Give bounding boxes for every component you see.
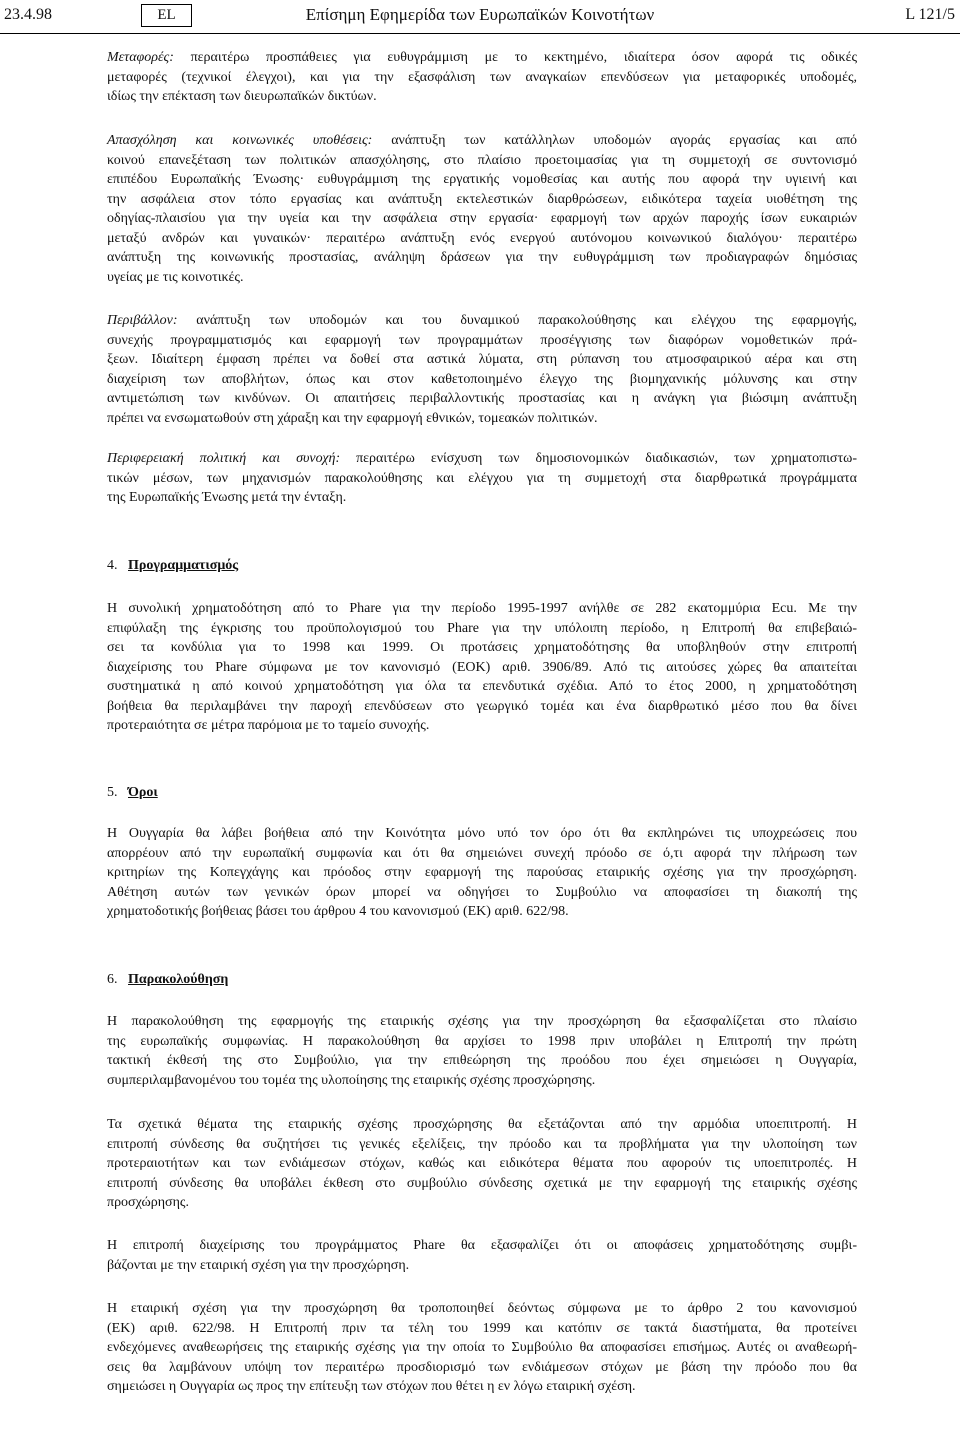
text-line: χρηματοδοτικής βοήθειας βάσει του άρθρου 4 του κανονισμού (ΕΚ) αριθ. 622/98. bbox=[107, 904, 569, 919]
text-line: ιδίως την επέκταση των διευρωπαϊκών δικτύων. bbox=[107, 89, 377, 104]
text-line: μεταξύ ανδρών και γυναικών· περαιτέρω ανάπτυξη ενός ενεργού αυτόνομου κοινωνικού διαλόγου· περαιτέρω bbox=[107, 230, 857, 246]
paragraph bbox=[107, 1299, 857, 1397]
text-line: συμπεριλαμβανομένου του τομέα της υλοποίησης της εταιρικής σχέσης προσχώρησης. bbox=[107, 1072, 596, 1088]
text-line: της Ευρωπαϊκής Ένωσης μετά την ένταξη. bbox=[107, 490, 347, 505]
text-line: Η συνολική χρηματοδότηση από το Phare για την περίοδο 1995-1997 ανήλθε σε 282 εκατομμύρια Ecu. Με την bbox=[107, 601, 857, 616]
text-line: συστηματικά η από κοινού χρηματοδότηση για όλα τα επενδυτικά σχέδια. Από το έτος 2000, η χρηματοδότηση bbox=[107, 679, 857, 694]
text-line bbox=[107, 48, 857, 68]
text-line: σημειώσει η Ουγγαρία ως προς την επίτευξη των στόχων που θέτει η εν λόγω εταιρική σχέση. bbox=[107, 1379, 636, 1394]
text-line: Η παρακολούθηση της εφαρμογής της εταιρικής σχέσης για την προσχώρηση θα εξασφαλίζεται στο πλαίσιο bbox=[107, 1014, 857, 1029]
text-line bbox=[107, 131, 857, 151]
text-line: τικών μέσων, των μηχανισμών παρακολούθησης και ελέγχου για τη συμμετοχή στα διαρθρωτικά προγράμματα bbox=[107, 470, 857, 486]
text-line: προτεραιότητα σε μέτρα παρόμοια με το ταμείο συνοχής. bbox=[107, 718, 430, 733]
text-line bbox=[107, 311, 857, 331]
section-title: Παρακολούθηση bbox=[128, 972, 229, 987]
section-number: 6. bbox=[107, 972, 118, 987]
paragraph-regional-policy bbox=[107, 449, 857, 508]
paragraph bbox=[107, 599, 857, 736]
text-line: Αθέτηση αυτών των γενικών όρων μπορεί να οδηγήσει το Συμβούλιο να αποφασίσει τη διακοπή της bbox=[107, 884, 857, 900]
text-line: διαχείρισης του Phare σύμφωνα με τον κανονισμό (ΕΟΚ) αριθ. 3906/89. Από τις αιτούσες χώρες θα απαιτείται bbox=[107, 659, 857, 675]
text-line: Η επιτροπή διαχείρισης του προγράμματος Phare θα εξασφαλίζει ότι οι αποφάσεις χρηματοδότησης συμβι- bbox=[107, 1238, 857, 1253]
text-line: αντιμετώπιση των κινδύνων. Οι απαιτήσεις περιβαλλοντικής προστασίας και η ανάγκη για βιώσιμη ανάπτυξη bbox=[107, 391, 857, 406]
section-heading bbox=[107, 970, 228, 990]
text-line: σεις θα λαμβάνουν υπόψη τον περαιτέρω προσδιορισμό των ενδιάμεσων στόχων με βάση την πρόοδο που θα bbox=[107, 1359, 857, 1375]
section-title: Προγραμματισμός bbox=[128, 558, 239, 573]
text-line: πρέπει να ενσωματωθούν στη χάραξη και την εφαρμογή εθνικών, τομεακών πολιτικών. bbox=[107, 410, 598, 426]
text-line: Η Ουγγαρία θα λάβει βοήθεια από την Κοινότητα μόνο υπό τον όρο ότι θα εκπληρώνει τις υποχρεώσεις που bbox=[107, 826, 857, 841]
journal-title: Επίσημη Εφημερίδα των Ευρωπαϊκών Κοινοτήτων bbox=[305, 5, 655, 24]
text-line: οδηγίας-πλαισίου για την υγεία και την ασφάλεια στην εργασία· εφαρμογή των αρχών παροχής ίσων ευκαιριών bbox=[107, 211, 857, 226]
text-line: μεταφορές (τεχνικοί έλεγχοι), και για την εξασφάλιση των αναγκαίων επενδύσεων για μεταφορικές υποδομές, bbox=[107, 69, 857, 85]
section-number: 5. bbox=[107, 785, 118, 800]
language-code-box: EL bbox=[141, 4, 192, 27]
paragraph-environment bbox=[107, 311, 857, 428]
text-line: κοινού επανεξέταση των πολιτικών απασχόλησης, στο πλαίσιο προετοιμασίας για τη συμμετοχή σε συντονισμό bbox=[107, 152, 857, 168]
priority-heading: Περιβάλλον: bbox=[107, 313, 178, 328]
line-text: περαιτέρω προσπάθειες για ευθυγράμμιση με το κεκτημένο, ιδιαίτερα όσον αφορά τις οδικές bbox=[190, 50, 858, 65]
header-rule bbox=[0, 33, 960, 34]
text-line: υγείας με τις κοινοτικές. bbox=[107, 269, 244, 285]
text-line: Η εταιρική σχέση για την προσχώρηση θα τροποποιηθεί δεόντως σύμφωνα με το άρθρο 2 του κανονισμού bbox=[107, 1301, 857, 1316]
text-line: προτεραιοτήτων και των ενδιάμεσων στόχων, καθώς και ειδικότερα θέματα που αφορούν τις υποεπιτροπές. Η bbox=[107, 1156, 857, 1171]
paragraph bbox=[107, 1115, 857, 1213]
text-line: συνεχής προγραμματισμός και εφαρμογή των προγραμμάτων προσέγγισης των διαφόρων νομοθετικών πρά- bbox=[107, 332, 857, 348]
text-line: ανάπτυξη της κοινωνικής προστασίας, ανάληψη δράσεων για την ευθυγράμμιση των προδιαγραφών δημόσιας bbox=[107, 250, 857, 265]
line-text: περαιτέρω ενίσχυση των δημοσιονομικών διαδικασιών, των χρηματοπιστω- bbox=[356, 451, 857, 466]
section-heading bbox=[107, 783, 158, 803]
paragraph bbox=[107, 1236, 857, 1275]
text-line: βοήθεια θα περιλαμβάνει την παροχή επενδύσεων στο γεωργικό τομέα και ένα διαρθρωτικό μέσο που θα δίνει bbox=[107, 698, 857, 714]
text-line: ξεων. Ιδιαίτερη έμφαση πρέπει να δοθεί στα αστικά λύματα, στη ρύπανση του ατμοσφαιρικού αέρα και στη bbox=[107, 352, 857, 367]
text-line: της ευρωπαϊκής συμφωνίας. Η παρακολούθηση θα αρχίσει το 1998 πριν υποβάλει η Επιτροπή την πρώτη bbox=[107, 1033, 857, 1049]
text-line: ενδεχόμενες αναθεωρήσεις της εταιρικής σχέσης για την οποία το Συμβούλιο θα αποφασίσει επισήμως. Αυτές οι αναθεωρή- bbox=[107, 1340, 857, 1355]
text-line: επιτροπή σύνδεσης θα συζητήσει τις γενικές εξελίξεις, την πρόοδο και τα προβλήματα για την υλοποίηση των bbox=[107, 1136, 857, 1152]
text-line: κριτηρίων της Κοπεγχάγης και πρόοδος στην εφαρμογή της παρούσας εταιρικής σχέσης για την προσχώρηση. bbox=[107, 865, 857, 880]
section-heading bbox=[107, 556, 238, 576]
text-line: επιπέδου Ευρωπαϊκής Ένωσης· ευθυγράμμιση της εργατικής νομοθεσίας και αυτής που αφορά την υγιεινή και bbox=[107, 172, 857, 187]
section-title: Όροι bbox=[128, 785, 158, 800]
text-line bbox=[107, 449, 857, 469]
line-text: ανάπτυξη των κατάλληλων υποδομών αγοράς εργασίας και από bbox=[391, 133, 858, 148]
priority-heading: Μεταφορές: bbox=[107, 50, 174, 65]
text-line: Τα σχετικά θέματα της εταιρικής σχέσης προσχώρησης θα εξετάζονται από την αρμόδια υποεπιτροπή. Η bbox=[107, 1117, 857, 1132]
publication-date: 23.4.98 bbox=[4, 6, 52, 23]
paragraph bbox=[107, 1012, 857, 1090]
text-line: σει τα κονδύλια για το 1998 και 1999. Οι προτάσεις χρηματοδότησης θα υποβληθούν στην επιτροπή bbox=[107, 640, 857, 655]
section-number: 4. bbox=[107, 558, 118, 573]
text-line: τακτική έκθεσή της στο Συμβούλιο, για την επιθεώρηση της προόδου που έχει σημειώσει η Ουγγαρία, bbox=[107, 1053, 857, 1068]
paragraph-employment bbox=[107, 131, 857, 287]
priority-heading: Περιφερειακή πολιτική και συνοχή: bbox=[107, 451, 341, 466]
text-line: απορρέουν από την ευρωπαϊκή συμφωνία και ότι θα σημειώνει συνεχή πρόοδο σε ό,τι αφορά την πλήρωση των bbox=[107, 845, 857, 861]
text-line: προσχώρησης. bbox=[107, 1195, 189, 1210]
text-line: επιφύλαξη της έγκρισης του προϋπολογισμού του Phare για την υπόλοιπη περίοδο, η Επιτροπή θα επιβεβαιώ- bbox=[107, 620, 857, 636]
priority-heading: Απασχόληση και κοινωνικές υποθέσεις: bbox=[107, 133, 373, 148]
text-line: βάζονται με την εταιρική σχέση για την προσχώρηση. bbox=[107, 1257, 410, 1273]
text-line: διαχείριση των αποβλήτων, όπως και στον καθετοποιημένο έλεγχο της βιομηχανικής μόλυνσης και στην bbox=[107, 371, 857, 387]
line-text: ανάπτυξη των υποδομών και του δυναμικού παρακολούθησης και ελέγχου της εφαρμογής, bbox=[196, 313, 858, 328]
paragraph-transport bbox=[107, 48, 857, 107]
text-line: (ΕΚ) αριθ. 622/98. Η Επιτροπή πριν τα τέλη του 1999 και κατόπιν σε τακτά διαστήματα, θα προτείνει bbox=[107, 1320, 857, 1336]
text-line: επιτροπή σύνδεσης θα υποβάλει έκθεση στο συμβούλιο σύνδεσης σχετικά με την εφαρμογή της εταιρικής σχέσης bbox=[107, 1175, 857, 1191]
text-line: την ασφάλεια στον τόπο εργασίας και ανάπτυξη εκτελεστικών διαρθρώσεων, ειδικότερα ταχεία υιοθέτηση της bbox=[107, 191, 857, 207]
page-reference: L 121/5 bbox=[905, 6, 955, 23]
paragraph bbox=[107, 824, 857, 922]
